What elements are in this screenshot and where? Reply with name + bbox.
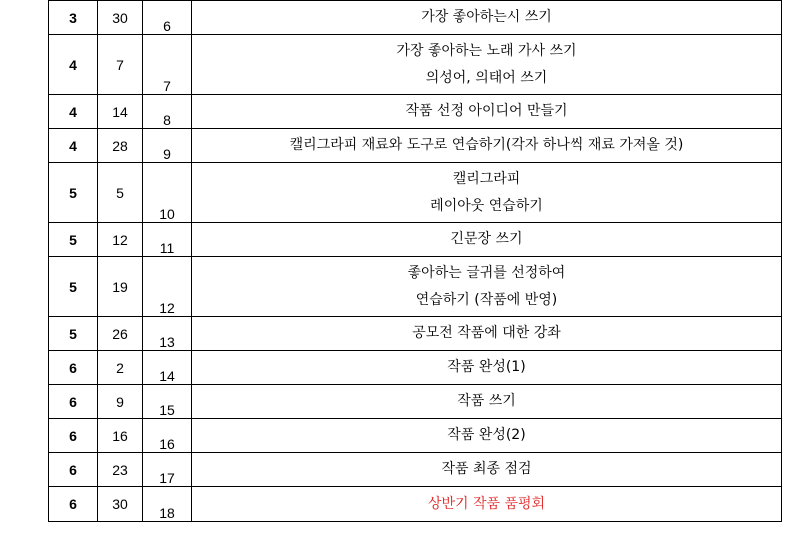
activity-line: 가장 좋아하는 노래 가사 쓰기 [396,42,577,59]
session-cell: 17 [143,453,192,487]
activity-cell [192,163,782,223]
activity-line: 작품 최종 점검 [441,461,532,477]
activity-line: 작품 쓰기 [457,393,516,409]
table-row [49,419,782,453]
activity-cell [192,223,782,257]
day-cell: 2 [98,351,143,385]
activity-line: 작품 완성(2) [447,427,526,443]
month-cell: 6 [49,419,98,453]
session-cell: 10 [143,163,192,223]
activity-line: 캘리그라피 [452,170,521,187]
table-row [49,385,782,419]
activity-cell [192,317,782,351]
table-row [49,351,782,385]
month-cell: 6 [49,487,98,522]
month-cell: 5 [49,163,98,223]
activity-cell [192,419,782,453]
schedule-table [48,0,782,522]
day-cell: 23 [98,453,143,487]
table-row [49,487,782,522]
month-cell: 6 [49,351,98,385]
day-cell: 19 [98,257,143,317]
session-cell: 13 [143,317,192,351]
table-row [49,223,782,257]
activity-cell [192,385,782,419]
day-cell: 7 [98,35,143,95]
activity-cell [192,129,782,163]
session-cell: 9 [143,129,192,163]
session-cell: 18 [143,487,192,522]
activity-line: 가장 좋아하는시 쓰기 [421,9,552,25]
month-cell: 5 [49,317,98,351]
activity-cell [192,351,782,385]
day-cell: 30 [98,487,143,522]
month-cell: 5 [49,257,98,317]
table-row [49,453,782,487]
session-cell: 16 [143,419,192,453]
activity-cell [192,487,782,522]
session-cell: 6 [143,1,192,35]
month-cell: 6 [49,385,98,419]
table-row [49,1,782,35]
activity-cell [192,257,782,317]
activity-line: 캘리그라피 재료와 도구로 연습하기(각자 하나씩 재료 가져올 것) [289,137,684,153]
table-row [49,95,782,129]
activity-line: 의성어, 의태어 쓰기 [425,69,548,86]
session-cell: 8 [143,95,192,129]
day-cell: 30 [98,1,143,35]
session-cell: 14 [143,351,192,385]
month-cell: 4 [49,35,98,95]
month-cell: 5 [49,223,98,257]
activity-cell [192,1,782,35]
table-row [49,257,782,317]
table-row [49,317,782,351]
day-cell: 28 [98,129,143,163]
month-cell: 3 [49,1,98,35]
activity-cell [192,453,782,487]
activity-line: 작품 선정 아이디어 만들기 [405,103,568,119]
day-cell: 16 [98,419,143,453]
activity-line: 긴문장 쓰기 [450,231,523,247]
activity-line: 공모전 작품에 대한 강좌 [412,325,561,341]
day-cell: 9 [98,385,143,419]
activity-line: 연습하기 (작품에 반영) [415,291,558,308]
activity-line: 레이아웃 연습하기 [430,197,543,214]
table-row [49,129,782,163]
month-cell: 6 [49,453,98,487]
activity-cell [192,35,782,95]
day-cell: 14 [98,95,143,129]
session-cell: 11 [143,223,192,257]
month-cell: 4 [49,95,98,129]
session-cell: 12 [143,257,192,317]
activity-cell [192,95,782,129]
day-cell: 5 [98,163,143,223]
day-cell: 12 [98,223,143,257]
table-row [49,163,782,223]
month-cell: 4 [49,129,98,163]
activity-line: 작품 완성(1) [447,359,526,375]
activity-line: 상반기 작품 품평회 [427,495,546,512]
day-cell: 26 [98,317,143,351]
session-cell: 15 [143,385,192,419]
activity-line: 좋아하는 글귀를 선정하여 [407,264,566,281]
table-row [49,35,782,95]
schedule-table-body [49,1,782,522]
session-cell: 7 [143,35,192,95]
